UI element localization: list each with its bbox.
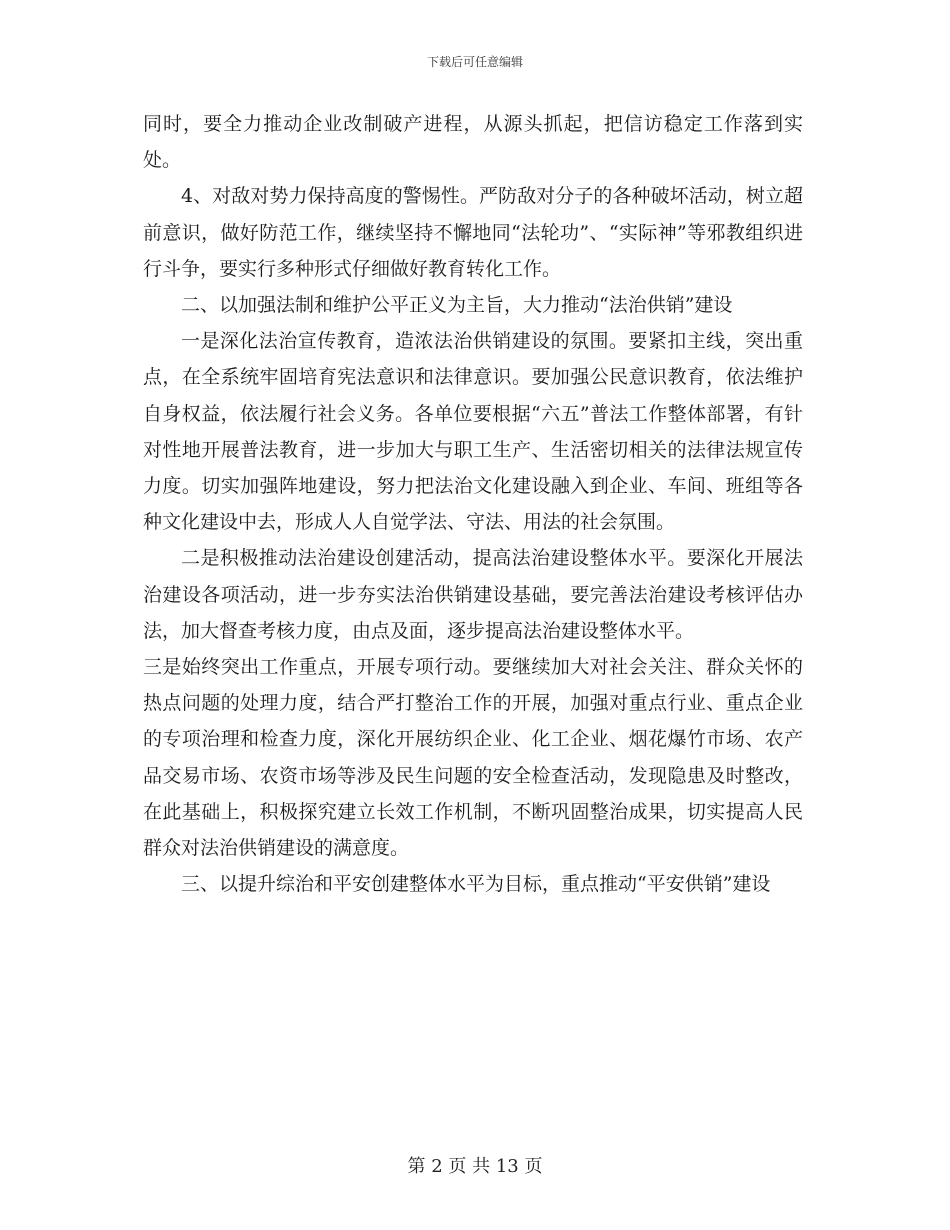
page-number: 第 2 页 共 13 页 (407, 1156, 543, 1177)
page-header-note: 下载后可任意编辑 (426, 55, 523, 69)
section-heading-2: 二、以加强法制和维护公平正义为主旨，大力推动“法治供销”建设 (181, 294, 733, 317)
paragraph-4: 二是积极推动法治建设创建活动，提高法治建设整体水平。要深化开展法治建设各项活动，进一步夯实法治供销建设基础，要完善法治建设考核评估办法，加大督查考核力度，由点及面，逐步提高法治建设整体水平。 (143, 547, 803, 642)
paragraph-5: 三是始终突出工作重点，开展专项行动。要继续加大对社会关注、群众关怀的热点问题的处理力度，结合严打整治工作的开展，加强对重点行业、重点企业的专项治理和检查力度，深化开展纺织企业、化工企业、烟花爆竹市场、农产品交易市场、农资市场等涉及民生问题的安全检查活动，发现隐患及时整改，在此基础上，积极探究建立长效工作机制，不断巩固整治成果，切实提高人民群众对法治供销建设的满意度。 (143, 656, 803, 860)
paragraph-2: 4、对敌对势力保持高度的警惕性。严防敌对分子的各种破坏活动，树立超前意识，做好防范工作，继续坚持不懈地同“法轮功”、“实际神”等邪教组织进行斗争，要实行多种形式仔细做好教育转化工作。 (143, 185, 803, 280)
paragraph-1: 同时，要全力推动企业改制破产进程，从源头抓起，把信访稳定工作落到实处。 (143, 113, 803, 172)
section-heading-3: 三、以提升综治和平安创建整体水平为目标，重点推动“平安供销”建设 (181, 873, 771, 896)
paragraph-3: 一是深化法治宣传教育，造浓法治供销建设的氛围。要紧扣主线，突出重点，在全系统牢固培育宪法意识和法律意识。要加强公民意识教育，依法维护自身权益，依法履行社会义务。各单位要根据“六五”普法工作整体部署，有针对性地开展普法教育，进一步加大与职工生产、生活密切相关的法律法规宣传力度。切实加强阵地建设，努力把法治文化建设融入到企业、车间、班组等各种文化建设中去，形成人人自觉学法、守法、用法的社会氛围。 (143, 330, 803, 534)
document-body (143, 106, 803, 902)
